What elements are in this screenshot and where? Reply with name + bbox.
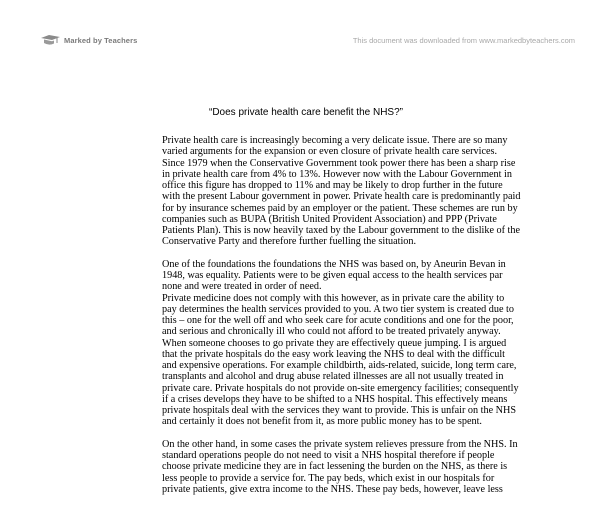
text-line: One of the foundations the foundations the NHS was based on, by Aneurin Bevan in [162, 258, 506, 270]
download-source-note[interactable]: This document was downloaded from www.markedbyteachers.com [352, 36, 575, 45]
text-line: varied arguments for the expansion or even closure of private health care services. [162, 146, 498, 158]
text-line: private patients, give extra income to the NHS. These pay beds, however, leave less [162, 483, 503, 495]
text-line: companies such as BUPA (British United Provident Association) and PPP (Private [162, 213, 497, 225]
text-line: Conservative Party and therefore further fuelling the situation. [162, 236, 417, 248]
essay-body [162, 135, 582, 506]
text-line: Private health care is increasingly becoming a very delicate issue. There are so many [162, 135, 508, 146]
text-line: Patients Plan). This is now heavily taxed by the Labour government to the dislike of the [162, 225, 521, 236]
text-line: in private health care from 4% to 13%. However now with the Labour Government in [162, 168, 512, 180]
paragraph-2 [162, 259, 582, 293]
text-line: and serious and chronically ill who could not afford to be treated privately anyway. [162, 326, 501, 338]
text-line: 1948, was equality. Patients were to be given equal access to the health services par [162, 270, 503, 281]
text-line: none and were treated in order of need. [162, 281, 322, 293]
brand-logo[interactable] [40, 33, 137, 47]
text-line: and expensive operations. For example childbirth, aids-related, suicide, long term care, [162, 360, 517, 371]
text-line: standard operations people do not need to visit a NHS hospital therefore if people [162, 450, 495, 461]
text-line: with the present Labour government in power. Private health care is predominantly paid [162, 191, 521, 203]
text-line: office this figure has dropped to 11% and may be likely to drop further in the future [162, 180, 503, 191]
paragraph-3 [162, 293, 582, 428]
text-line: less people to provide a service for. The pay beds, which exist in our hospitals for [162, 472, 495, 484]
text-line: private hospitals deal with the services they want to provide. This is unfair on the NHS [162, 405, 517, 416]
text-line: choose private medicine they are in fact lessening the burden on the NHS, as there is [162, 461, 508, 473]
mortarboard-logo-icon [40, 33, 62, 47]
text-line: and certainly it does not benefit from it, as more public money has to be spent. [162, 416, 482, 428]
text-line: Since 1979 when the Conservative Government took power there has been a sharp rise [162, 157, 516, 169]
text-line: When someone chooses to go private they are effectively queue jumping. I is argued [162, 337, 507, 349]
text-line: Private medicine does not comply with this however, as in private care the ability to [162, 292, 505, 304]
text-line: private care. Private hospitals do not provide on-site emergency facilities; consequently [162, 382, 519, 394]
text-line: this – one for the well off and who seek care for acute conditions and one for the poor, [162, 315, 514, 326]
text-line: transplants and alcohol and drug abuse related illnesses are all not usually treated in [162, 371, 504, 383]
paragraph-4 [162, 439, 582, 495]
document-title: “Does private health care benefit the NHS?” [209, 107, 403, 118]
text-line: that the private hospitals do the easy work leaving the NHS to deal with the difficult [162, 348, 505, 360]
text-line: if a crises develops they have to be shifted to a NHS hospital. This effectively means [162, 393, 508, 405]
text-line: On the other hand, in some cases the private system relieves pressure from the NHS. In [162, 438, 518, 450]
paragraph-1 [162, 135, 582, 248]
text-line: for by insurance schemes paid by an employer or the patient. These schemes are run by [162, 202, 518, 214]
brand-name: Marked by Teachers [64, 35, 138, 45]
text-line: pay determines the health services provided to you. A two tier system is created due to [162, 303, 514, 315]
page-header [0, 0, 612, 80]
